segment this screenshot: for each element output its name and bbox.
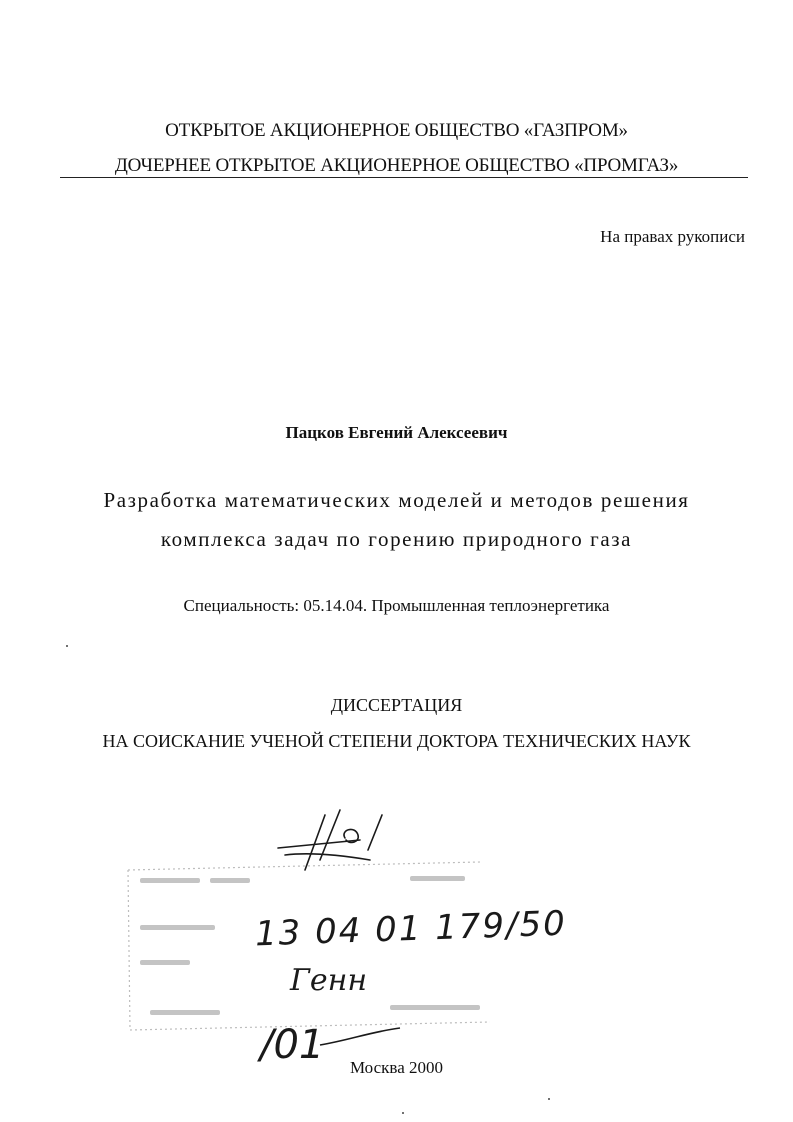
degree-label: НА СОИСКАНИЕ УЧЕНОЙ СТЕПЕНИ ДОКТОРА ТЕХНИЧЕСКИХ НАУК	[102, 731, 691, 751]
rights-notice: На правах рукописи	[600, 227, 745, 246]
library-stamp	[110, 800, 580, 1090]
org-line-1: ОТКРЫТОЕ АКЦИОНЕРНОЕ ОБЩЕСТВО «ГАЗПРОМ»	[165, 120, 628, 141]
scan-speck	[548, 1098, 550, 1100]
handwritten-mark: /01	[260, 1022, 325, 1068]
title-line-1: Разработка математических моделей и методов решения	[103, 488, 690, 512]
scan-speck	[66, 645, 68, 647]
dissertation-label: ДИССЕРТАЦИЯ	[330, 695, 463, 715]
handwritten-underline-stroke	[320, 1028, 400, 1045]
specialty: Специальность: 05.14.04. Промышленная теплоэнергетика	[183, 596, 610, 615]
scan-speck	[402, 1112, 404, 1114]
org-line-2: ДОЧЕРНЕЕ ОТКРЫТОЕ АКЦИОНЕРНОЕ ОБЩЕСТВО «ПРОМГАЗ»	[114, 155, 679, 176]
handwritten-signature: Генн	[290, 963, 368, 998]
handwritten-number: 13 04 01 179/50	[254, 903, 568, 955]
handwritten-scrawl	[278, 810, 382, 870]
header-rule	[60, 177, 748, 178]
city-year: Москва 2000	[349, 1058, 444, 1077]
title-line-2: комплекса задач по горению природного газа	[160, 527, 633, 551]
author-name: Пацков Евгений Алексеевич	[285, 423, 508, 442]
